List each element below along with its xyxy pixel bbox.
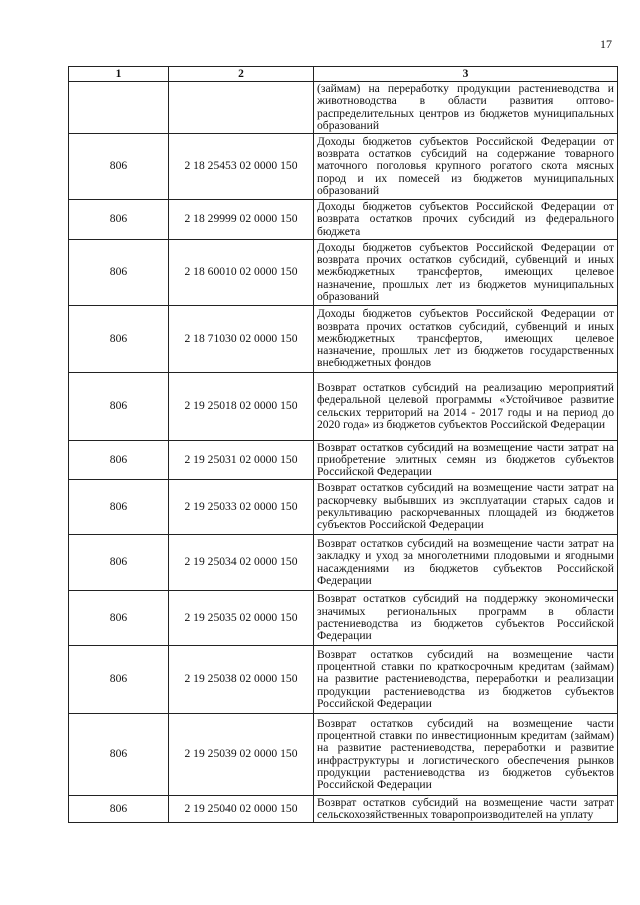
column-header-1: 1 (69, 67, 169, 82)
budget-code-cell (169, 82, 314, 134)
admin-code-cell: 806 (69, 591, 169, 646)
table-row (69, 591, 618, 646)
description-cell: Доходы бюджетов субъектов Российской Федерации от возврата прочих остатков субсидий, субвенций и иных межбюджетных трансфертов, имеющих целевое назначение, прошлых лет из бюджетов муниципальных образований (314, 240, 618, 306)
table-row (69, 535, 618, 591)
column-header-3: 3 (314, 67, 618, 82)
description-cell: (займам) на переработку продукции растениеводства и животноводства в области развития оптово-распределительных центров из бюджетов муниципальных образований (314, 82, 618, 134)
table-row (69, 796, 618, 823)
admin-code-cell: 806 (69, 441, 169, 480)
page-number: 17 (600, 37, 612, 51)
admin-code-cell (69, 82, 169, 134)
admin-code-cell: 806 (69, 535, 169, 591)
description-cell: Возврат остатков субсидий на реализацию мероприятий федеральной целевой программы «Устойчивое развитие сельских территорий на 2014 - 2017 годы и на период до 2020 года» из бюджетов субъектов Российской Федерации (314, 373, 618, 441)
budget-code-cell: 2 19 25018 02 0000 150 (169, 373, 314, 441)
budget-classification-table (68, 66, 618, 823)
table-row (69, 240, 618, 306)
admin-code-cell: 806 (69, 134, 169, 200)
admin-code-cell: 806 (69, 714, 169, 796)
budget-code-cell: 2 19 25038 02 0000 150 (169, 646, 314, 714)
description-cell: Возврат остатков субсидий на возмещение части затрат сельскохозяйственных товаропроизводителей на уплату (314, 796, 618, 823)
budget-code-cell: 2 19 25039 02 0000 150 (169, 714, 314, 796)
table-row (69, 441, 618, 480)
budget-code-cell: 2 18 25453 02 0000 150 (169, 134, 314, 200)
budget-code-cell: 2 18 60010 02 0000 150 (169, 240, 314, 306)
description-cell: Доходы бюджетов субъектов Российской Федерации от возврата остатков прочих субсидий из федерального бюджета (314, 200, 618, 240)
table-row (69, 480, 618, 535)
budget-code-cell: 2 18 71030 02 0000 150 (169, 306, 314, 373)
admin-code-cell: 806 (69, 306, 169, 373)
table-row (69, 82, 618, 134)
description-cell: Возврат остатков субсидий на поддержку экономически значимых региональных программ в области растениеводства из бюджетов субъектов Российской Федерации (314, 591, 618, 646)
budget-code-cell: 2 19 25034 02 0000 150 (169, 535, 314, 591)
description-cell: Доходы бюджетов субъектов Российской Федерации от возврата прочих остатков субсидий, субвенций и иных межбюджетных трансфертов, имеющих целевое назначение, прошлых лет из бюджетов государственных внебюджетных фондов (314, 306, 618, 373)
admin-code-cell: 806 (69, 480, 169, 535)
description-cell: Возврат остатков субсидий на возмещение части процентной ставки по инвестиционным кредитам (займам) на развитие растениеводства, переработки и развитие инфраструктуры и логистического обеспечения рынков продукции растениеводства из бюджетов субъектов Российской Федерации (314, 714, 618, 796)
description-cell: Возврат остатков субсидий на возмещение части затрат на раскорчевку выбывших из эксплуатации старых садов и рекультивацию раскорчеванных площадей из бюджетов субъектов Российской Федерации (314, 480, 618, 535)
table-row (69, 646, 618, 714)
budget-code-cell: 2 19 25035 02 0000 150 (169, 591, 314, 646)
description-cell: Доходы бюджетов субъектов Российской Федерации от возврата остатков субсидий на содержание товарного маточного поголовья крупного рогатого скота мясных пород и их помесей из бюджетов муниципальных образований (314, 134, 618, 200)
description-cell: Возврат остатков субсидий на возмещение части процентной ставки по краткосрочным кредитам (займам) на развитие растениеводства, переработки и реализации продукции растениеводства из бюджетов субъектов Российской Федерации (314, 646, 618, 714)
budget-code-cell: 2 19 25040 02 0000 150 (169, 796, 314, 823)
budget-code-cell: 2 19 25033 02 0000 150 (169, 480, 314, 535)
admin-code-cell: 806 (69, 200, 169, 240)
table-row (69, 200, 618, 240)
table-row (69, 306, 618, 373)
description-cell: Возврат остатков субсидий на возмещение части затрат на закладку и уход за многолетними плодовыми и ягодными насаждениями из бюджетов субъектов Российской Федерации (314, 535, 618, 591)
table-header-row (69, 67, 618, 82)
budget-code-cell: 2 19 25031 02 0000 150 (169, 441, 314, 480)
admin-code-cell: 806 (69, 796, 169, 823)
admin-code-cell: 806 (69, 646, 169, 714)
description-cell: Возврат остатков субсидий на возмещение части затрат на приобретение элитных семян из бюджетов субъектов Российской Федерации (314, 441, 618, 480)
table-row (69, 373, 618, 441)
budget-code-cell: 2 18 29999 02 0000 150 (169, 200, 314, 240)
admin-code-cell: 806 (69, 240, 169, 306)
table-row (69, 134, 618, 200)
admin-code-cell: 806 (69, 373, 169, 441)
table-row (69, 714, 618, 796)
column-header-2: 2 (169, 67, 314, 82)
